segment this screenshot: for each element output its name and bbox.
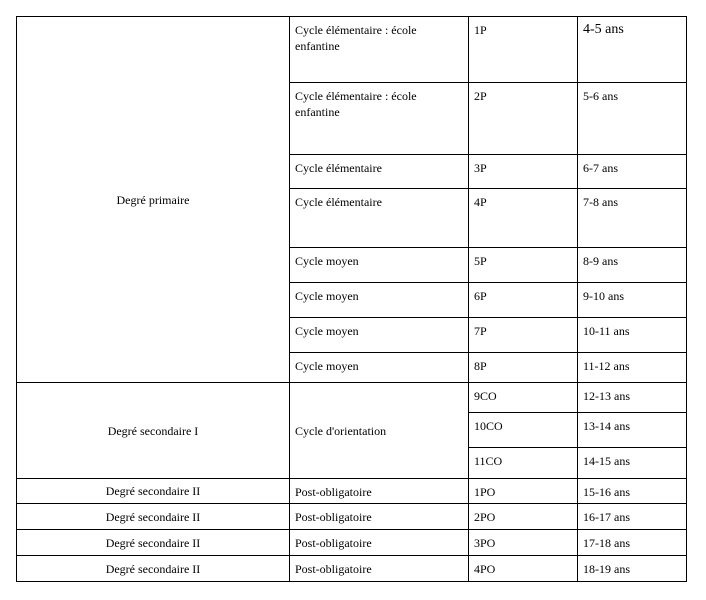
level-cell: 9CO [469,383,578,413]
level-cell: 3P [469,155,578,189]
degree-cell: Degré primaire [17,17,290,383]
cycle-cell: Cycle élémentaire : école enfantine [290,17,469,83]
age-cell: 10-11 ans [578,318,687,353]
cycle-cell: Cycle élémentaire : école enfantine [290,83,469,155]
table-row [17,556,687,582]
age-cell: 18-19 ans [578,556,687,582]
age-cell: 7-8 ans [578,189,687,248]
table-row [17,17,687,83]
degree-cell: Degré secondaire II [17,479,290,504]
degree-cell: Degré secondaire II [17,556,290,582]
cycle-cell: Cycle moyen [290,353,469,383]
table-row [17,383,687,413]
degree-cell: Degré secondaire I [17,383,290,479]
level-cell: 2P [469,83,578,155]
level-cell: 3PO [469,530,578,556]
level-cell: 4P [469,189,578,248]
table-row [17,479,687,504]
school-levels-table [16,16,687,582]
degree-cell: Degré secondaire II [17,504,290,530]
level-cell: 4PO [469,556,578,582]
table-row [17,530,687,556]
cycle-cell: Post-obligatoire [290,479,469,504]
cycle-cell: Post-obligatoire [290,530,469,556]
cycle-cell: Cycle élémentaire [290,189,469,248]
level-cell: 8P [469,353,578,383]
level-cell: 7P [469,318,578,353]
cycle-cell: Post-obligatoire [290,504,469,530]
level-cell: 1PO [469,479,578,504]
age-cell: 16-17 ans [578,504,687,530]
age-cell: 13-14 ans [578,413,687,448]
age-cell: 9-10 ans [578,283,687,318]
age-cell: 11-12 ans [578,353,687,383]
cycle-cell: Cycle élémentaire [290,155,469,189]
cycle-cell: Cycle moyen [290,318,469,353]
age-cell: 4-5 ans [578,17,687,83]
age-cell: 8-9 ans [578,248,687,283]
level-cell: 5P [469,248,578,283]
age-cell: 15-16 ans [578,479,687,504]
degree-cell: Degré secondaire II [17,530,290,556]
age-cell: 5-6 ans [578,83,687,155]
age-cell: 17-18 ans [578,530,687,556]
level-cell: 10CO [469,413,578,448]
level-cell: 1P [469,17,578,83]
age-cell: 12-13 ans [578,383,687,413]
age-cell: 6-7 ans [578,155,687,189]
level-cell: 2PO [469,504,578,530]
cycle-cell: Cycle d'orientation [290,383,469,479]
table-row [17,504,687,530]
age-cell: 14-15 ans [578,448,687,479]
cycle-cell: Post-obligatoire [290,556,469,582]
cycle-cell: Cycle moyen [290,283,469,318]
level-cell: 11CO [469,448,578,479]
cycle-cell: Cycle moyen [290,248,469,283]
level-cell: 6P [469,283,578,318]
